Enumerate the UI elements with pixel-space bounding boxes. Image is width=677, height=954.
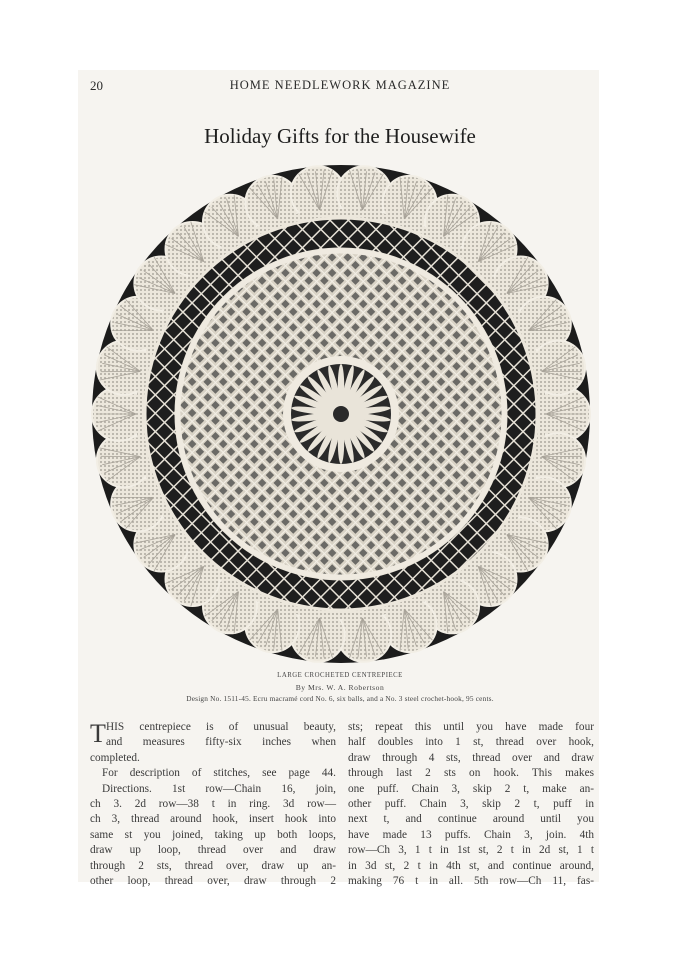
text-line: For description of stitches, see page 44.: [102, 767, 336, 780]
caption-title: LARGE CROCHETED CENTREPIECE: [277, 672, 403, 679]
caption-author: By Mrs. W. A. Robertson: [295, 683, 385, 692]
text-line: same st you joined, taking up both loops,: [90, 828, 336, 841]
text-line: draw through 4 sts, thread over and draw: [348, 751, 594, 764]
text-line: have made 13 puffs. Chain 3, join. 4th: [348, 828, 594, 841]
running-head: HOME NEEDLEWORK MAGAZINE: [229, 78, 451, 92]
text-line: Directions. 1st row—Chain 16, join,: [102, 782, 336, 795]
text-line: sts; repeat this until you have made four: [348, 721, 594, 733]
text-line: one puff. Chain 3, skip 2 t, make an-: [348, 782, 594, 795]
text-line: draw up loop, thread over and draw: [90, 844, 336, 857]
text-line: other puff. Chain 3, skip 2 t, puff in: [348, 797, 594, 810]
text-line: through last 2 sts on hook. This makes: [348, 767, 594, 780]
text-line: making 76 t in all. 5th row—Ch 11, fas-: [348, 874, 594, 887]
text-line: and measures fifty-six inches when: [106, 736, 336, 749]
caption-design: Design No. 1511-45. Ecru macramé cord No. 6, six balls, and a No. 3 steel crochet-hook, 95 cents.: [186, 694, 494, 703]
text-column-right: [348, 720, 594, 889]
centrepiece-photo: [91, 164, 591, 664]
page-number: 20: [90, 78, 103, 93]
text-line: row—Ch 3, 1 t in 1st st, 2 t in 2d st, 1 t: [348, 844, 594, 857]
text-line: completed.: [90, 751, 140, 764]
text-line: ch 3, thread around hook, insert hook into: [90, 813, 336, 826]
text-line: half doubles into 1 st, thread over hook,: [348, 736, 594, 749]
drop-cap: T: [90, 719, 106, 748]
text-line: next t, and continue around until you: [348, 813, 594, 826]
text-line: in 3d st, 2 t in 4th st, and continue around,: [348, 859, 594, 872]
text-line: HIS centrepiece is of unusual beauty,: [106, 721, 336, 733]
text-column-left: [90, 720, 336, 889]
text-line: other loop, thread over, draw through 2: [90, 874, 336, 887]
article-title: Holiday Gifts for the Housewife: [204, 124, 476, 148]
text-line: ch 3. 2d row—38 t in ring. 3d row—: [90, 797, 336, 810]
text-line: through 2 sts, thread over, draw up an-: [90, 859, 336, 872]
